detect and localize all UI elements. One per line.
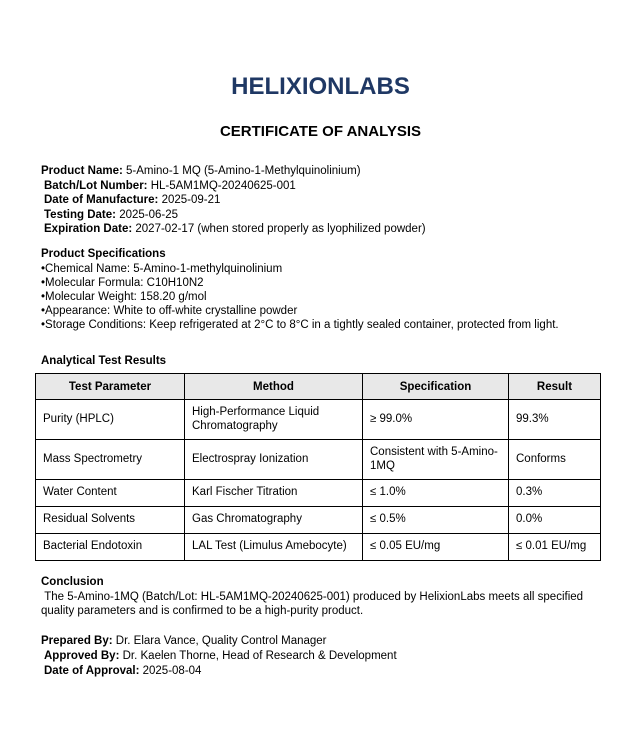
column-header-test-parameter: Test Parameter (36, 374, 185, 400)
cell-test-parameter: Purity (HPLC) (36, 400, 185, 440)
cell-result: ≤ 0.01 EU/mg (509, 534, 601, 561)
table-row-mass-spectrometry (36, 440, 601, 480)
spec-item-chemical-name: • Chemical Name: 5-Amino-1-methylquinolinium (41, 262, 600, 276)
product-name-label: Product Name: (41, 165, 123, 177)
spec-item-molecular-weight: • Molecular Weight: 158.20 g/mol (41, 290, 600, 304)
cell-test-parameter: Residual Solvents (36, 507, 185, 534)
conclusion-text: The 5-Amino-1MQ (Batch/Lot: HL-5AM1MQ-20240625-001) produced by HelixionLabs meets all specified quality parameters and is confirmed to be a high-purity product. (41, 590, 587, 618)
approval-date-row (41, 664, 600, 679)
cell-method: LAL Test (Limulus Amebocyte) (185, 534, 363, 561)
approved-by-value: Dr. Kaelen Thorne, Head of Research & Development (122, 649, 397, 662)
cell-result: Conforms (509, 440, 601, 480)
cell-test-parameter: Bacterial Endotoxin (36, 534, 185, 561)
document-title: CERTIFICATE OF ANALYSIS (219, 123, 422, 140)
approved-by-label: Approved By: (44, 649, 120, 662)
manufacture-date-row (41, 193, 600, 208)
cell-result: 0.0% (509, 507, 601, 534)
cell-method: Electrospray Ionization (185, 440, 363, 480)
cell-test-parameter: Water Content (36, 480, 185, 507)
cell-result: 99.3% (509, 400, 601, 440)
conclusion-heading: Conclusion (41, 576, 104, 589)
cell-specification: ≤ 1.0% (363, 480, 509, 507)
prepared-by-value: Dr. Elara Vance, Quality Control Manager (115, 635, 327, 648)
testing-date-label: Testing Date: (44, 208, 116, 221)
table-header-row (36, 374, 601, 400)
expiration-date-label: Expiration Date: (44, 223, 133, 236)
approval-date-label: Date of Approval: (44, 664, 140, 677)
cell-method: Gas Chromatography (185, 507, 363, 534)
prepared-by-row (41, 634, 600, 649)
product-name-row (41, 164, 600, 179)
signoff-section (41, 634, 600, 678)
certificate-page (0, 73, 634, 739)
approved-by-row (41, 649, 600, 664)
table-row-residual-solvents (36, 507, 601, 534)
cell-method: Karl Fischer Titration (185, 480, 363, 507)
cell-specification: ≤ 0.5% (363, 507, 509, 534)
spec-item-molecular-formula: • Molecular Formula: C10H10N2 (41, 276, 600, 290)
testing-date-row (41, 208, 600, 223)
testing-date-value: 2025-06-25 (119, 208, 179, 221)
batch-lot-value: HL-5AM1MQ-20240625-001 (150, 179, 296, 192)
column-header-result: Result (509, 374, 601, 400)
table-row-bacterial-endotoxin (36, 534, 601, 561)
approval-date-value: 2025-08-04 (142, 664, 202, 677)
product-name-value: 5-Amino-1 MQ (5-Amino-1-Methylquinolinium) (126, 165, 361, 177)
spec-item-storage-conditions: • Storage Conditions: Keep refrigerated at 2°C to 8°C in a tightly sealed container, protected from light. (41, 318, 600, 332)
cell-method: High-Performance Liquid Chromatography (185, 400, 363, 440)
expiration-date-value: 2027-02-17 (when stored properly as lyophilized powder) (135, 223, 426, 236)
column-header-specification: Specification (363, 374, 509, 400)
specs-heading: Product Specifications (41, 247, 166, 260)
cell-test-parameter: Mass Spectrometry (36, 440, 185, 480)
brand-logo-text: HELIXIONLABS (231, 73, 410, 100)
column-header-method: Method (185, 374, 363, 400)
cell-specification: ≤ 0.05 EU/mg (363, 534, 509, 561)
manufacture-date-value: 2025-09-21 (161, 194, 221, 207)
specs-list (41, 262, 600, 333)
spec-item-appearance: • Appearance: White to off-white crystalline powder (41, 304, 600, 318)
results-heading: Analytical Test Results (41, 354, 167, 367)
expiration-date-row (41, 222, 600, 237)
cell-result: 0.3% (509, 480, 601, 507)
table-row-purity (36, 400, 601, 440)
prepared-by-label: Prepared By: (41, 635, 113, 648)
results-table (35, 373, 601, 561)
product-info-section (41, 164, 600, 237)
manufacture-date-label: Date of Manufacture: (44, 194, 159, 207)
batch-lot-row (41, 179, 600, 194)
cell-specification: Consistent with 5-Amino-1MQ (363, 440, 509, 480)
table-row-water-content (36, 480, 601, 507)
cell-specification: ≥ 99.0% (363, 400, 509, 440)
batch-lot-label: Batch/Lot Number: (44, 179, 148, 192)
